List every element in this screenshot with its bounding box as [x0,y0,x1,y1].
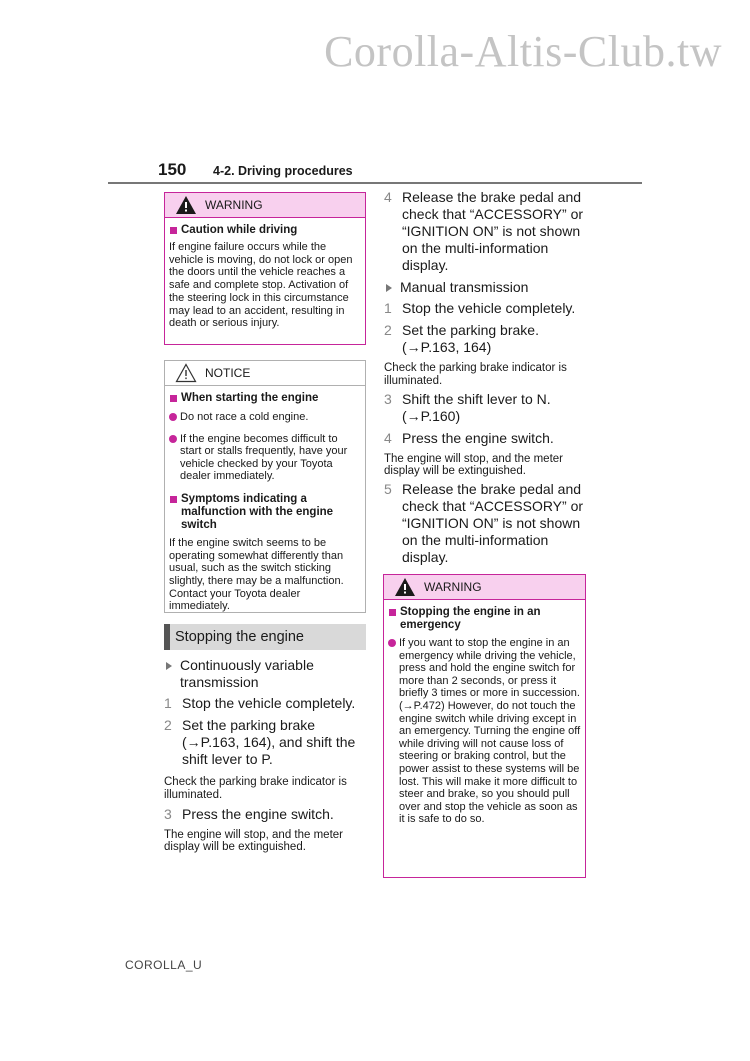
left-steps [164,657,364,854]
heading-edge [164,624,170,650]
note-text: The engine will stop, and the meter display will be extinguished. [384,452,563,478]
step-number: 3 [384,390,392,407]
stopping-engine-heading [164,624,366,650]
warning-header [165,193,365,218]
step-number: 2 [164,717,172,733]
notice-triangle-icon [175,363,197,383]
step-text: Release the brake pedal and check that “ACCESSORY” or “IGNITION ON” is not shown on the multi-information display. [402,481,584,566]
step-text: Set the parking brake. (→P.163, 164) [402,322,539,355]
triangle-arrow-icon [166,662,172,670]
step-number: 1 [164,695,172,711]
step-number: 1 [384,300,392,316]
notice-text: If the engine switch seems to be operating somewhat differently than usual, such as the switch sticking slightly, there may be a malfunction. Contact your Toyota dealer immediately. [169,536,344,613]
step-text: Press the engine switch. [182,805,334,822]
step-text: Press the engine switch. [402,429,554,446]
warning-label: WARNING [205,198,263,212]
watermark: Corolla-Altis-Club.tw [324,27,722,76]
step-number: 5 [384,481,392,498]
section-title: 4-2. Driving procedures [213,164,353,178]
step-number: 3 [164,805,172,822]
warning-triangle-icon [175,195,197,215]
cvt-label: Continuously variable transmission [180,657,314,690]
square-bullet-icon [170,496,177,503]
step-number: 2 [384,322,392,338]
square-bullet-icon [389,609,396,616]
warning-header [384,575,585,600]
step-text: Shift the shift lever to N. (→P.160) [402,390,551,424]
note-text: Check the parking brake indicator is illuminated. [164,776,347,801]
note-text: Check the parking brake indicator is illuminated. [384,362,567,387]
right-steps [384,189,584,566]
notice-box [164,360,366,613]
note-text: The engine will stop, and the meter display will be extinguished. [164,828,343,854]
square-bullet-icon [170,227,177,234]
notice-label: NOTICE [205,366,251,380]
footer-code: COROLLA_U [125,958,203,972]
step-text: Release the brake pedal and check that “ACCESSORY” or “IGNITION ON” is not shown on the multi-information display. [402,189,584,273]
notice-subhead-malfunction: Symptoms indicating a malfunction with the engine switch [181,492,334,531]
warning-box-caution [164,192,366,345]
round-bullet-icon [169,413,177,421]
page-number: 150 [158,160,187,179]
step-number: 4 [384,189,392,205]
step-text: Stop the vehicle completely. [182,695,356,711]
step-number: 4 [384,429,392,446]
step-text: Stop the vehicle completely. [402,300,576,316]
notice-bullet-cold-engine: Do not race a cold engine. [180,411,309,423]
square-bullet-icon [170,395,177,402]
notice-bullet-difficult-start: If the engine becomes difficult to start or stalls frequently, have your vehicle checked by your Toyota dealer immediately. [180,432,348,483]
step-text: Set the parking brake (→P.163, 164), and shift the shift lever to P. [182,717,356,767]
notice-header [165,361,365,386]
warning-triangle-icon [394,577,416,597]
warning-box-emergency [383,574,586,878]
round-bullet-icon [388,639,396,647]
warning-subhead: Stopping the engine in an emergency [400,606,541,631]
triangle-arrow-icon [386,284,392,292]
warning-bullet-text: If you want to stop the engine in an emergency while driving the vehicle, press and hold the engine switch for more than 2 seconds, or press it briefly 3 times or more in succession. (→P.472) However, do not touch the engine switch while driving except in an emergency. Turning the engine off while driving will not cause loss of steering or braking control, but the power assist to these systems will be lost. This will make it more difficult to steer and brake, so you should pull over and stop the vehicle as soon as it is safe to do so. [399,637,581,826]
stopping-engine-title: Stopping the engine [175,629,304,645]
manual-label: Manual transmission [400,279,529,295]
warning-label: WARNING [424,580,482,594]
warning-subhead: Caution while driving [181,224,298,236]
round-bullet-icon [169,435,177,443]
warning-text: If engine failure occurs while the vehicle is moving, do not lock or open the doors until the vehicle reaches a safe and complete stop. Activation of the steering lock in this circumstance may lead to an accident, resulting in death or serious injury. [169,241,353,330]
header-rule [108,182,642,184]
notice-subhead-starting: When starting the engine [181,392,319,404]
